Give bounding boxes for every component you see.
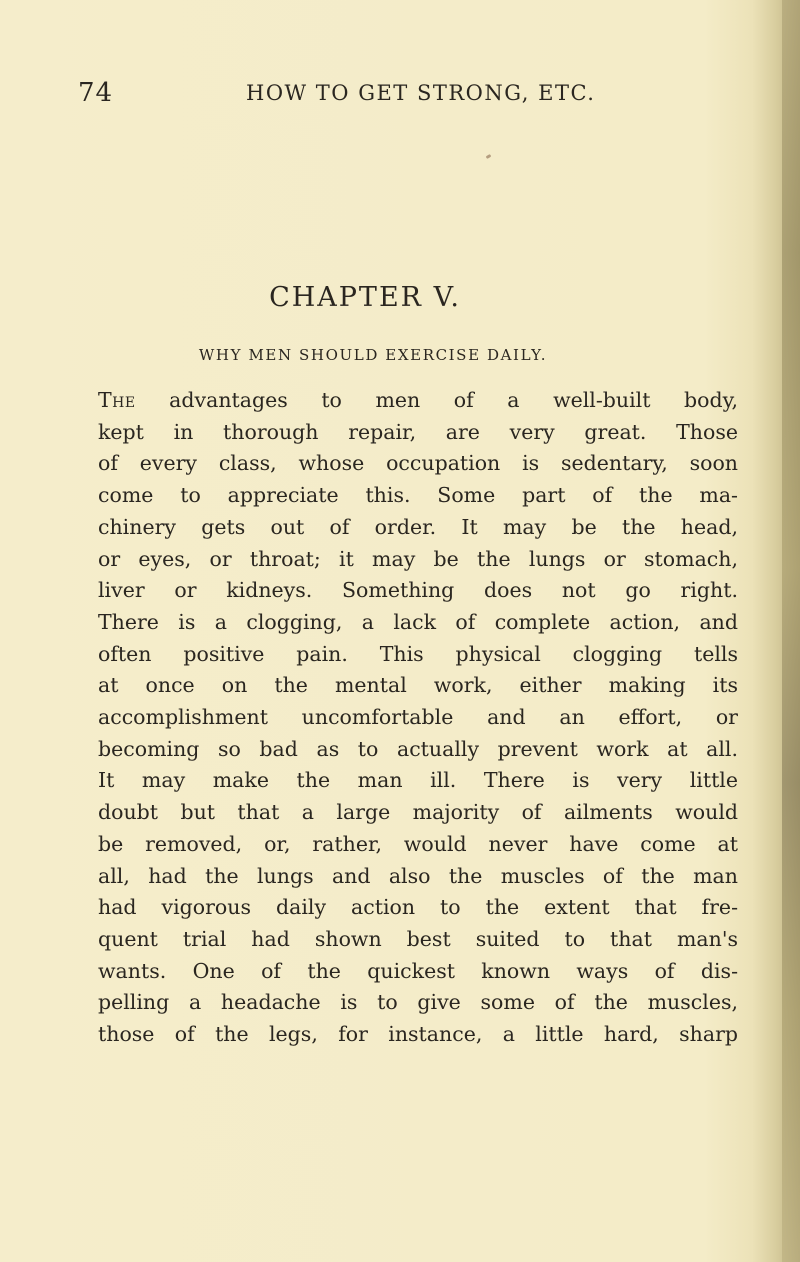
text-line: wants. One of the quickest known ways of dis-	[98, 958, 738, 983]
text-line: kept in thorough repair, are very great. Those	[98, 419, 738, 444]
ink-speck	[486, 154, 492, 159]
text-line: had vigorous daily action to the extent that fre-	[98, 895, 738, 920]
body-text	[98, 385, 738, 1051]
text-line: often positive pain. This physical clogging tells	[98, 641, 738, 666]
text-line: There is a clogging, a lack of complete action, and	[98, 609, 738, 634]
chapter-title: CHAPTER V.	[269, 282, 461, 313]
text-line: becoming so bad as to actually prevent work at all.	[98, 736, 738, 761]
text-line: liver or kidneys. Something does not go right.	[98, 578, 738, 603]
text-line-rest: advantages to men of a well-built body,	[135, 388, 738, 412]
text-line	[98, 385, 738, 417]
text-line: It may make the man ill. There is very little	[98, 768, 738, 793]
page-header	[78, 78, 658, 118]
text-line: at once on the mental work, either making its	[98, 673, 738, 698]
running-head: HOW TO GET STRONG, ETC.	[246, 81, 596, 105]
page-number: 74	[78, 78, 114, 108]
text-line: be removed, or, rather, would never have come at	[98, 831, 738, 856]
text-line: quent trial had shown best suited to that man's	[98, 926, 738, 951]
page-edge-shadow	[782, 0, 800, 1262]
text-line: those of the legs, for instance, a little hard, sharp	[98, 1022, 738, 1047]
text-line: chinery gets out of order. It may be the head,	[98, 514, 738, 539]
text-line: pelling a headache is to give some of the muscles,	[98, 990, 738, 1015]
text-line: accomplishment uncomfortable and an effort, or	[98, 705, 738, 730]
text-line: or eyes, or throat; it may be the lungs or stomach,	[98, 546, 738, 571]
text-line: of every class, whose occupation is sedentary, soon	[98, 451, 738, 476]
text-line: come to appreciate this. Some part of the ma-	[98, 483, 738, 508]
chapter-subtitle: WHY MEN SHOULD EXERCISE DAILY.	[198, 346, 548, 364]
text-line: doubt but that a large majority of ailments would	[98, 800, 738, 825]
text-line: all, had the lungs and also the muscles of the man	[98, 863, 738, 888]
first-word: The	[98, 388, 136, 412]
